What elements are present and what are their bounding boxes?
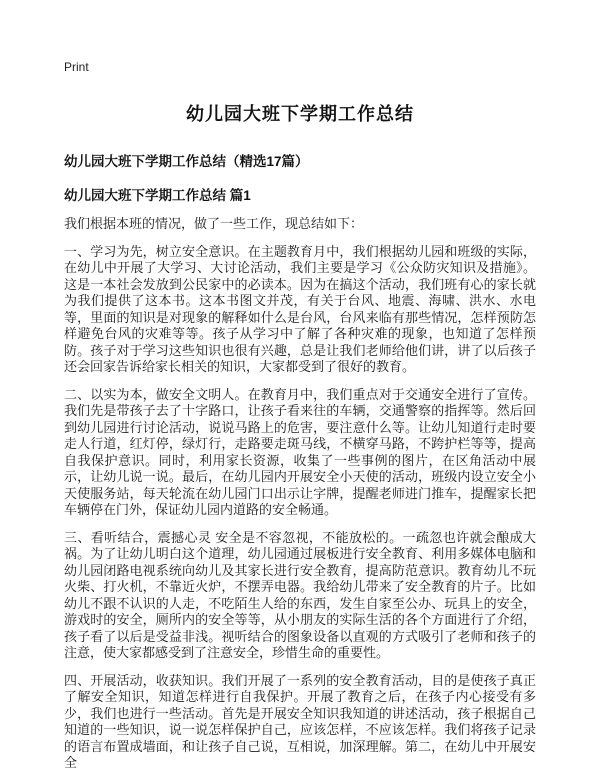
print-button[interactable]: Print bbox=[64, 60, 89, 74]
document-body bbox=[64, 216, 536, 772]
page-title: 幼儿园大班下学期工作总结 bbox=[186, 104, 414, 124]
paragraph: 四、开展活动，收获知识。我们开展了一系列的安全教育活动，目的是使孩子真正了解安全知识，知道怎样进行自我保护。开展了教育之后，在孩子内心接受有多少，我们也进行一些活动。首先是开展安全知识我知道的讲述活动，孩子根据自己知道的一些知识，说一说怎样保护自己，应该怎样，不应该怎样。我们将孩子记录的语言布置成墙面，和让孩子自己说，互相说，加深理解。第二，在幼儿中开展安全 bbox=[64, 672, 536, 770]
paragraph: 二、以实为本，做安全文明人。在教育月中，我们重点对于交通安全进行了宣传。我们先是带孩子去了十字路口，让孩子看来往的车辆，交通警察的指挥等。然后回到幼儿园进行讨论活动，说说马路上的危害，要注意什么等。让幼儿知道行走时要走人行道，红灯停，绿灯行，走路要走斑马线，不横穿马路，不跨护栏等等，提高自我保护意识。同时，利用家长资源，收集了一些事例的图片，在区角活动中展示，让幼儿说一说。最后，在幼儿园内开展安全小天使的活动，班级内设立安全小天使服务站，每天轮流在幼儿园门口出示让字牌，提醒老师进门推车，提醒家长把车辆停在门外，保证幼儿园内道路的安全畅通。 bbox=[64, 386, 536, 517]
paragraph: 三、看听结合，震撼心灵 安全是不容忽视，不能放松的。一疏忽也许就会酿成大祸。为了让幼儿明白这个道理，幼儿园通过展板进行安全教育、利用多媒体电脑和幼儿园闭路电视系统向幼儿及其家长进行安全教育，提高防范意识。教育幼儿不玩火柴、打火机，不靠近火炉，不摆弄电器。我给幼儿带来了安全教育的片子。比如幼儿不跟不认识的人走，不吃陌生人给的东西，发生自家至公办、玩具上的安全，游戏时的安全，厕所内的安全等等，从小朋友的实际生活的各个方面进行了介绍，孩子看了以后是受益非浅。视听结合的图象设备以直观的方式吸引了老师和孩子的注意，使大家都感受到了注意安全，珍惜生命的重要性。 bbox=[64, 529, 536, 660]
document-subtitle: 幼儿园大班下学期工作总结（精选17篇） bbox=[64, 154, 309, 169]
section-heading: 幼儿园大班下学期工作总结 篇1 bbox=[64, 188, 251, 203]
paragraph: 一、学习为先，树立安全意识。在主题教育月中，我们根据幼儿园和班级的实际，在幼儿中开展了大学习、大讨论活动，我们主要是学习《公众防灾知识及措施》。这是一本社会发放到公民家中的必读本。因为在搞这个活动，我们班有心的家长就为我们提供了这本书。这本书图文并茂，有关于台风、地震、海啸、洪水、水电等，里面的知识是对现象的解释如什么是台风，台风来临有那些情况，怎样预防怎样避免台风的灾难等等。孩子从学习中了解了各种灾难的现象，也知道了怎样预防。孩子对于学习这些知识也很有兴趣，总是让我们老师给他们讲，讲了以后孩子还会回家告诉给家长相关的知识，大家都受到了很好的教育。 bbox=[64, 243, 536, 374]
paragraph: 我们根据本班的情况，做了一些工作，现总结如下： bbox=[64, 216, 364, 231]
